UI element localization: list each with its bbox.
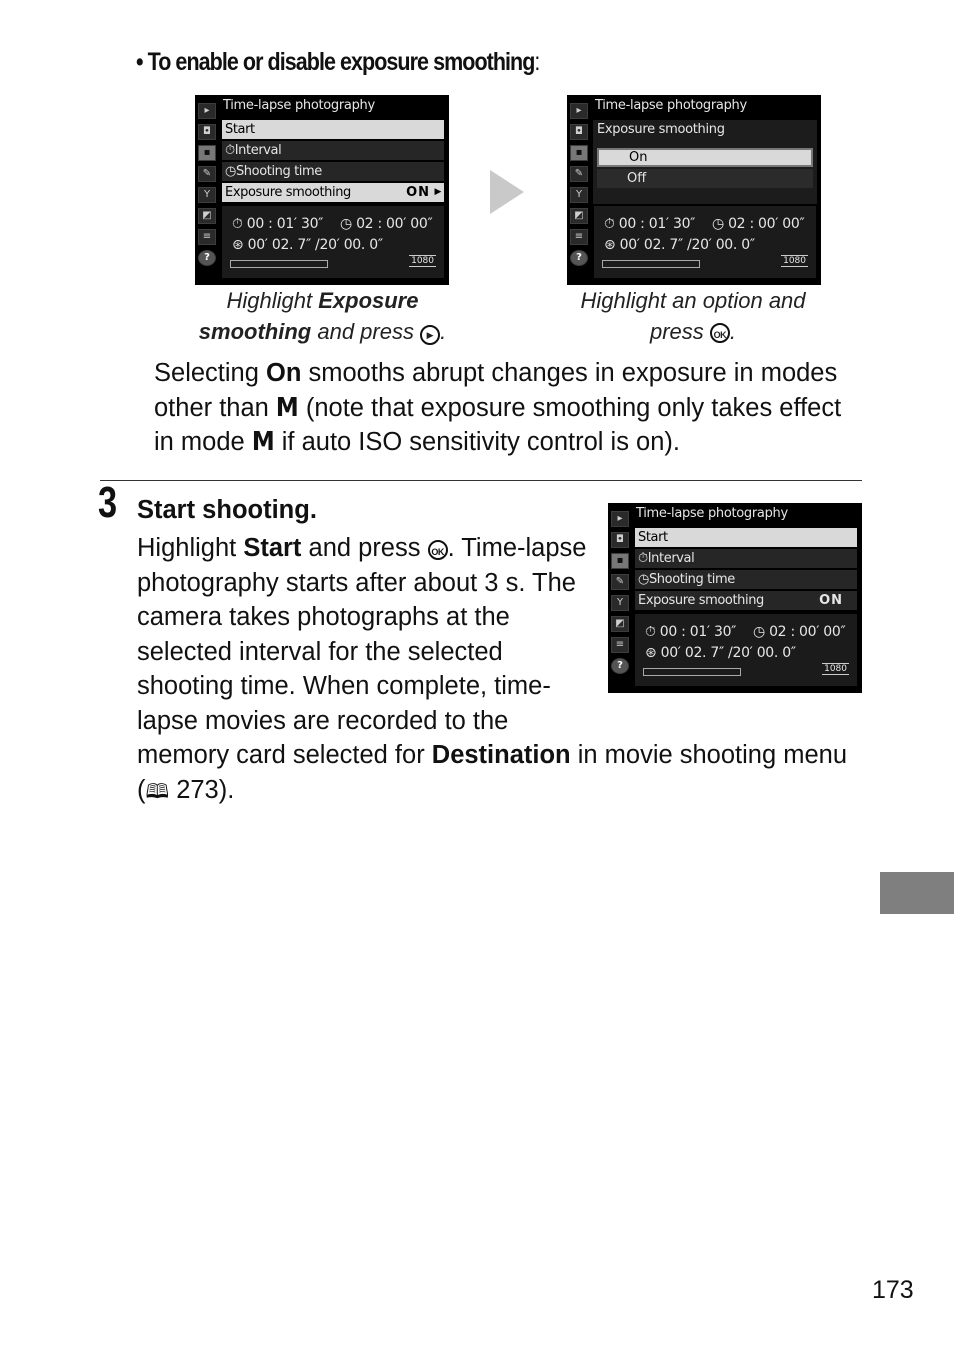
shooting-time-icon: ◷ — [340, 216, 357, 232]
multi-selector-right-icon: ▶ — [420, 325, 440, 345]
interval-icon: ⏱ — [232, 216, 247, 232]
shooting-time-readout-text: 02 : 00′ 00″ — [356, 216, 433, 232]
recent-tab-icon: ≡ — [570, 229, 588, 245]
menu-item-label: Shooting time — [235, 164, 322, 179]
page-number: 173 — [872, 1276, 914, 1304]
retouch-tab-icon: ◩ — [198, 208, 216, 224]
step-number: 3 — [98, 478, 118, 527]
shooting-time-readout-text: 02 : 00′ 00″ — [728, 216, 805, 232]
menu-item-interval — [635, 549, 857, 568]
screen-title: Time-lapse photography — [636, 506, 788, 521]
menu-item-start: Start — [222, 120, 444, 139]
ok-button-icon: OK — [428, 540, 448, 560]
wrench-tab-icon: Y — [570, 187, 588, 203]
caption-right — [556, 285, 830, 347]
info-panel — [222, 206, 444, 278]
page-reference: 273 — [176, 775, 219, 804]
menu-item-label: Interval — [234, 143, 282, 158]
movie-length-text: 00′ 02. 7″ /20′ 00. 0″ — [619, 237, 755, 253]
playback-tab-icon: ▸ — [198, 103, 216, 119]
movie-tab-icon: ▪ — [198, 145, 216, 161]
step-title: Start shooting. — [137, 496, 317, 524]
exposure-smoothing-value: ON — [819, 593, 843, 608]
camera-screen-start — [608, 503, 862, 693]
interval-readout — [645, 624, 736, 640]
movie-length-text: 00′ 02. 7″ /20′ 00. 0″ — [660, 645, 796, 661]
bullet-heading — [136, 48, 539, 77]
interval-readout — [604, 216, 695, 232]
film-reel-icon: ⊛ — [604, 237, 620, 253]
step-text: memory card selected for — [137, 741, 432, 769]
right-arrow-icon: ▶ — [434, 187, 441, 197]
caption-text: and press — [311, 319, 421, 344]
menu-list — [222, 120, 444, 204]
paragraph-bold: On — [266, 359, 302, 387]
wrench-tab-icon: Y — [198, 187, 216, 203]
camera-tab-icon: ◘ — [611, 532, 629, 548]
film-reel-icon: ⊛ — [232, 237, 248, 253]
step-text: in movie shooting menu ( — [137, 741, 848, 804]
movie-tab-icon: ▪ — [611, 553, 629, 569]
option-on: On — [597, 148, 813, 167]
playback-tab-icon: ▸ — [570, 103, 588, 119]
movie-tab-icon: ▪ — [570, 145, 588, 161]
film-reel-icon: ⊛ — [645, 645, 661, 661]
pencil-tab-icon: ✎ — [198, 166, 216, 182]
interval-icon: ⏱ — [645, 624, 660, 640]
caption-text: . — [440, 319, 447, 344]
retouch-tab-icon: ◩ — [570, 208, 588, 224]
interval-readout-text: 00 : 01′ 30″ — [659, 624, 737, 640]
menu-item-exposure-smoothing — [222, 183, 444, 202]
step-text: and press — [301, 534, 428, 562]
submenu-title: Exposure smoothing — [597, 122, 725, 137]
interval-readout-text: 00 : 01′ 30″ — [246, 216, 324, 232]
shooting-time-readout — [712, 216, 804, 232]
step-bold: Start — [243, 534, 302, 562]
menu-item-label: Exposure smoothing — [225, 185, 351, 200]
step-text: . Time-lapse photography starts after about 3 s. The camera takes photographs at the selected interval for the selected shooting time. When complete, time-lapse movies are recorded to the — [137, 534, 587, 735]
progress-bar — [643, 668, 741, 676]
shooting-time-icon: ◷ — [225, 164, 236, 179]
menu-sidebar — [569, 103, 589, 281]
pencil-tab-icon: ✎ — [570, 166, 588, 182]
menu-list — [635, 528, 857, 612]
pencil-tab-icon: ✎ — [611, 574, 629, 590]
paragraph-text: Selecting — [154, 359, 266, 387]
step-text: Highlight — [137, 534, 244, 562]
recent-tab-icon: ≡ — [198, 229, 216, 245]
screen-title: Time-lapse photography — [595, 98, 747, 113]
bullet-heading-text: To enable or disable exposure smoothing — [147, 48, 535, 76]
exposure-smoothing-paragraph — [154, 356, 854, 460]
movie-length-readout — [645, 645, 796, 661]
info-panel — [594, 206, 816, 278]
section-divider — [100, 480, 862, 481]
camera-screen-submenu — [567, 95, 821, 285]
help-icon: ? — [611, 658, 629, 674]
caption-text: Highlight an option and press — [580, 288, 806, 344]
retouch-tab-icon: ◩ — [611, 616, 629, 632]
camera-tab-icon: ◘ — [198, 124, 216, 140]
paragraph-text: (note that exposure smoothing only takes effect in mode — [154, 393, 842, 456]
shooting-time-icon: ◷ — [712, 216, 729, 232]
caption-left — [180, 285, 465, 347]
movie-length-readout — [232, 237, 383, 253]
bullet-colon: : — [534, 48, 540, 76]
mode-m-label: M — [275, 392, 299, 423]
recent-tab-icon: ≡ — [611, 637, 629, 653]
ok-button-icon: OK — [710, 323, 730, 343]
option-off: Off — [597, 169, 813, 188]
bullet-marker: • — [136, 48, 143, 76]
menu-item-label: Shooting time — [648, 572, 735, 587]
frame-size-badge: 1080 — [411, 256, 434, 266]
step-paragraph-end — [137, 738, 857, 809]
playback-tab-icon: ▸ — [611, 511, 629, 527]
shooting-time-readout — [753, 624, 845, 640]
screen-title: Time-lapse photography — [223, 98, 375, 113]
step-paragraph — [137, 531, 592, 738]
mode-m-label: M — [251, 427, 275, 457]
caption-text: . — [729, 319, 737, 344]
camera-screen-menu — [195, 95, 449, 285]
paragraph-text: smooths abrupt changes in exposure in modes other than — [154, 359, 838, 422]
menu-item-label: Interval — [647, 551, 695, 566]
next-arrow-icon — [490, 170, 524, 214]
frame-size-badge: 1080 — [824, 664, 847, 674]
step-bold: Destination — [431, 741, 571, 769]
shooting-time-readout-text: 02 : 00′ 00″ — [769, 624, 846, 640]
help-icon: ? — [570, 250, 588, 266]
menu-item-shooting-time — [635, 570, 857, 589]
shooting-time-readout — [340, 216, 432, 232]
interval-readout-text: 00 : 01′ 30″ — [618, 216, 696, 232]
menu-sidebar — [197, 103, 217, 281]
progress-bar — [230, 260, 328, 268]
shooting-time-icon: ◷ — [638, 572, 649, 587]
interval-readout — [232, 216, 323, 232]
info-panel — [635, 614, 857, 686]
menu-item-start: Start — [635, 528, 857, 547]
exposure-smoothing-value: ON — [406, 185, 430, 200]
step-text: ). — [218, 775, 235, 804]
interval-icon: ⏱ — [604, 216, 619, 232]
frame-size-badge: 1080 — [783, 256, 806, 266]
submenu-panel — [593, 120, 817, 204]
chapter-thumb-tab — [880, 872, 954, 914]
movie-length-text: 00′ 02. 7″ /20′ 00. 0″ — [247, 237, 383, 253]
menu-sidebar — [610, 511, 630, 689]
caption-text: Highlight — [226, 288, 319, 313]
progress-bar — [602, 260, 700, 268]
menu-item-exposure-smoothing — [635, 591, 857, 610]
caption-bold: Exposure smoothing — [198, 288, 419, 344]
book-icon: 🕮 — [145, 780, 170, 803]
help-icon: ? — [198, 250, 216, 266]
wrench-tab-icon: Y — [611, 595, 629, 611]
paragraph-text: if auto ISO sensitivity control is on). — [274, 428, 680, 456]
menu-item-label: Exposure smoothing — [638, 593, 764, 608]
interval-icon: ⏱ — [225, 143, 235, 158]
movie-length-readout — [604, 237, 755, 253]
shooting-time-icon: ◷ — [753, 624, 770, 640]
camera-tab-icon: ◘ — [570, 124, 588, 140]
menu-item-interval — [222, 141, 444, 160]
menu-item-shooting-time — [222, 162, 444, 181]
interval-icon: ⏱ — [638, 551, 648, 566]
